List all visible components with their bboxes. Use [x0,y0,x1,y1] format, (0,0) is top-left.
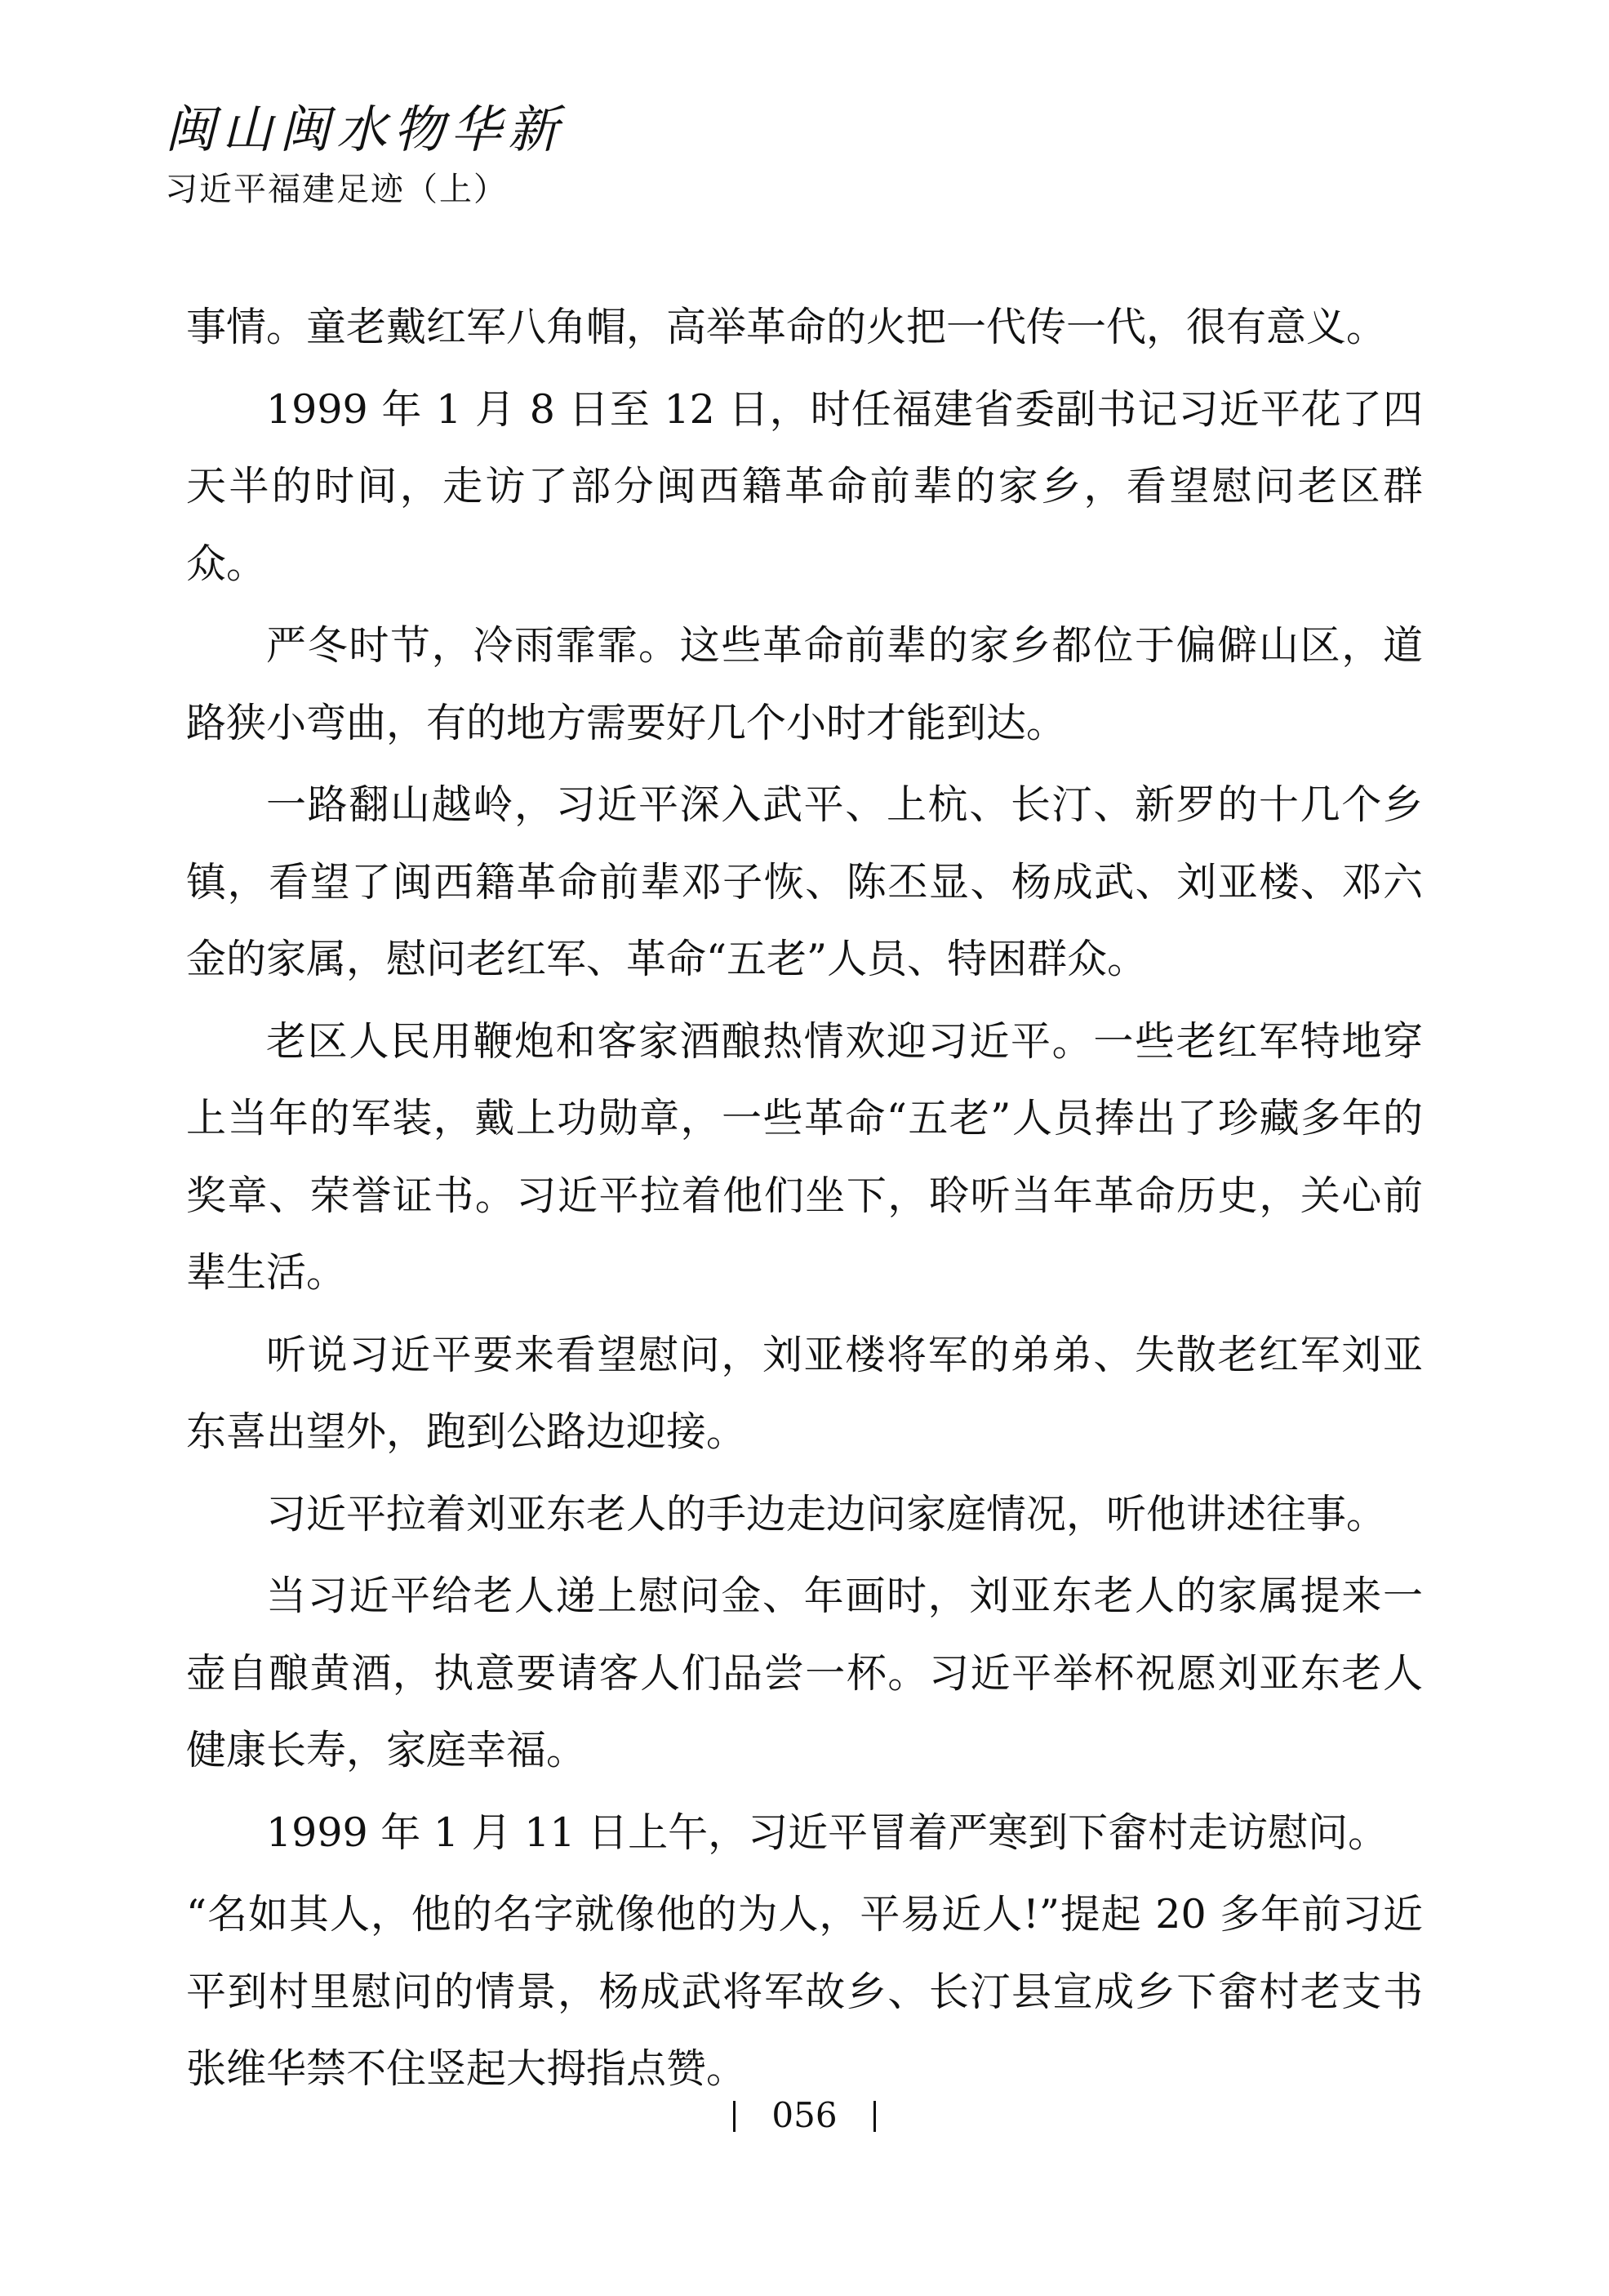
paragraph-quote: “名如其人，他的名字就像他的为人，平易近人!”提起 20 多年前习近平到村里慰问的情景，杨成武将军故乡、长汀县宣成乡下畲村老支书张维华禁不住竖起大拇指点赞。 [186,1891,1423,2092]
paragraph: 老区人民用鞭炮和客家酒酿热情欢迎习近平。一些老红军特地穿上当年的军装，戴上功勋章，一些革命“五老”人员捧出了珍藏多年的奖章、荣誉证书。习近平拉着他们坐下，聆听当年革命历史，关心前辈生活。 [186,1017,1423,1296]
page-footer [0,2095,1609,2135]
paragraph: 习近平拉着刘亚东老人的手边走边问家庭情况，听他讲述往事。 [266,1490,1387,1537]
paragraph: 一路翻山越岭，习近平深入武平、上杭、长汀、新罗的十几个乡镇，看望了闽西籍革命前辈邓子恢、陈丕显、杨成武、刘亚楼、邓六金的家属，慰问老红军、革命“五老”人员、特困群众。 [186,781,1423,982]
paragraph: 严冬时节，冷雨霏霏。这些革命前辈的家乡都位于偏僻山区，道路狭小弯曲，有的地方需要好几个小时才能到达。 [186,622,1423,746]
paragraph: 听说习近平要来看望慰问，刘亚楼将军的弟弟、失散老红军刘亚东喜出望外，跑到公路边迎接。 [186,1331,1423,1455]
paragraph: 当习近平给老人递上慰问金、年画时，刘亚东老人的家属提来一壶自酿黄酒，执意要请客人们品尝一杯。习近平举杯祝愿刘亚东老人健康长寿，家庭幸福。 [186,1573,1423,1773]
running-header-title: 闽山闽水物华新 [165,100,566,159]
paragraph: 1999 年 1 月 11 日上午，习近平冒着严寒到下畲村走访慰问。 [266,1809,1389,1856]
running-header-subtitle: 习近平福建足迹（上） [165,171,508,208]
paragraph: 1999 年 1 月 8 日至 12 日，时任福建省委副书记习近平花了四天半的时间，走访了部分闽西籍革命前辈的家乡，看望慰问老区群众。 [186,385,1423,587]
paragraph-continued: 事情。童老戴红军八角帽，高举革命的火把一代传一代，很有意义。 [186,304,1387,350]
footer-divider-right [873,2101,876,2132]
body-text [186,289,1423,2113]
footer-divider-left [733,2101,736,2132]
page-number: 056 [771,2095,838,2135]
